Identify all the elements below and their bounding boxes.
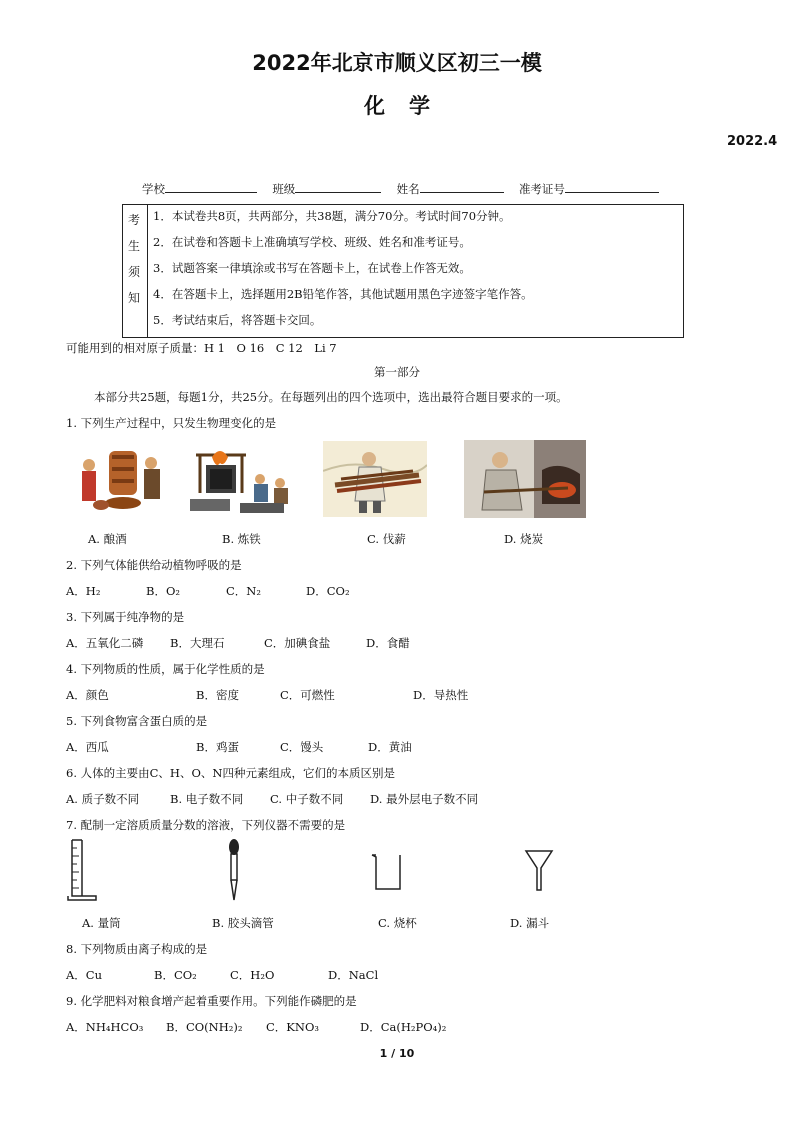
exam-no-label: 准考证号: [518, 182, 565, 196]
option-b[interactable]: B．密度: [196, 688, 239, 702]
option-c[interactable]: C．可燃性: [280, 688, 335, 702]
option-c[interactable]: C．H₂O: [230, 968, 275, 982]
option-a[interactable]: A．西瓜: [66, 740, 109, 754]
part-instructions: 本部分共25题，每题1分，共25分。在每题列出的四个选项中，选出最符合题目要求的一项。: [94, 390, 568, 404]
option-b[interactable]: B．大理石: [170, 636, 225, 650]
option-d[interactable]: D．NaCl: [328, 968, 379, 982]
beaker-icon: [369, 852, 405, 892]
option-a[interactable]: A．NH₄HCO₃: [66, 1020, 144, 1034]
atomic-masses: 可能用到的相对原子质量：H 1 O 16 C 12 Li 7: [66, 341, 337, 355]
option-b[interactable]: B. 胶头滴管: [212, 916, 274, 930]
option-d[interactable]: D．食醋: [366, 636, 410, 650]
option-d[interactable]: D. 漏斗: [510, 916, 550, 930]
notice-side: [123, 205, 148, 337]
option-c[interactable]: C. 中子数不同: [270, 792, 344, 806]
option-a[interactable]: A．颜色: [66, 688, 109, 702]
question-stem: 8. 下列物质由离子构成的是: [66, 942, 208, 956]
charcoal-burning-illustration: [464, 440, 586, 518]
option-b[interactable]: B．O₂: [146, 584, 180, 598]
question-stem: 9. 化学肥料对粮食增产起着重要作用。下列能作磷肥的是: [66, 994, 357, 1008]
part-heading: 第一部分: [374, 365, 420, 379]
question-stem: 1. 下列生产过程中，只发生物理变化的是: [66, 416, 277, 430]
option-d[interactable]: D．CO₂: [306, 584, 350, 598]
option-b[interactable]: B．CO(NH₂)₂: [166, 1020, 243, 1034]
class-label: 班级: [272, 182, 296, 196]
notice-item: 3．试题答案一律填涂或书写在答题卡上，在试卷上作答无效。: [153, 261, 471, 275]
funnel-icon: [524, 848, 554, 892]
option-c[interactable]: C. 伐薪: [367, 532, 406, 546]
option-c[interactable]: C．加碘食盐: [264, 636, 331, 650]
side-char: 生: [128, 239, 141, 253]
option-d[interactable]: D. 烧炭: [504, 532, 544, 546]
option-c[interactable]: C．KNO₃: [266, 1020, 319, 1034]
option-c[interactable]: C．N₂: [226, 584, 261, 598]
notice-item: 2．在试卷和答题卡上准确填写学校、班级、姓名和准考证号。: [153, 235, 471, 249]
option-a[interactable]: A. 质子数不同: [66, 792, 140, 806]
option-d[interactable]: D．黄油: [368, 740, 412, 754]
notice-item: 4．在答题卡上，选择题用2B铅笔作答，其他试题用黑色字迹签字笔作答。: [153, 287, 533, 301]
subject-title: 化学: [364, 94, 454, 118]
option-c[interactable]: C. 烧杯: [378, 916, 417, 930]
option-a[interactable]: A. 量筒: [82, 916, 121, 930]
notice-item: 1．本试卷共8页，共两部分，共38题，满分70分。考试时间70分钟。: [153, 209, 511, 223]
option-a[interactable]: A．H₂: [66, 584, 101, 598]
side-char: 须: [128, 265, 141, 279]
side-char: 知: [128, 291, 141, 305]
brewing-illustration: [77, 443, 169, 515]
question-stem: 4. 下列物质的性质，属于化学性质的是: [66, 662, 265, 676]
option-d[interactable]: D．导热性: [413, 688, 469, 702]
question-stem: 7. 配制一定溶质质量分数的溶液，下列仪器不需要的是: [66, 818, 346, 832]
option-d[interactable]: D. 最外层电子数不同: [370, 792, 479, 806]
class-blank[interactable]: [295, 180, 381, 193]
exam-no-blank[interactable]: [565, 180, 659, 193]
option-a[interactable]: A．五氧化二磷: [66, 636, 144, 650]
option-c[interactable]: C．馒头: [280, 740, 324, 754]
option-b[interactable]: B. 电子数不同: [170, 792, 244, 806]
iron-smelting-illustration: [186, 443, 298, 519]
notice-box: [122, 204, 684, 338]
name-blank[interactable]: [420, 180, 504, 193]
notice-item: 5．考试结束后，将答题卡交回。: [153, 313, 322, 327]
name-label: 姓名: [396, 182, 420, 196]
school-label: 学校: [142, 182, 165, 196]
info-fields: [142, 180, 659, 197]
option-a[interactable]: A. 酿酒: [88, 532, 127, 546]
exam-title: 2022年北京市顺义区初三一模: [252, 51, 542, 75]
option-b[interactable]: B．鸡蛋: [196, 740, 239, 754]
graduated-cylinder-icon: [64, 838, 104, 902]
question-stem: 3. 下列属于纯净物的是: [66, 610, 185, 624]
school-blank[interactable]: [165, 180, 257, 193]
question-stem: 2. 下列气体能供给动植物呼吸的是: [66, 558, 242, 572]
firewood-cutting-illustration: [323, 441, 427, 517]
option-b[interactable]: B. 炼铁: [222, 532, 261, 546]
question-stem: 5. 下列食物富含蛋白质的是: [66, 714, 208, 728]
page-number: 1 / 10: [379, 1047, 415, 1060]
side-char: 考: [128, 213, 141, 227]
question-stem: 6. 人体的主要由C、H、O、N四种元素组成，它们的本质区别是: [66, 766, 395, 780]
option-b[interactable]: B．CO₂: [154, 968, 197, 982]
exam-date: 2022.4: [727, 134, 778, 149]
option-d[interactable]: D．Ca(H₂PO₄)₂: [360, 1020, 447, 1034]
dropper-icon: [222, 838, 246, 902]
option-a[interactable]: A．Cu: [66, 968, 103, 982]
